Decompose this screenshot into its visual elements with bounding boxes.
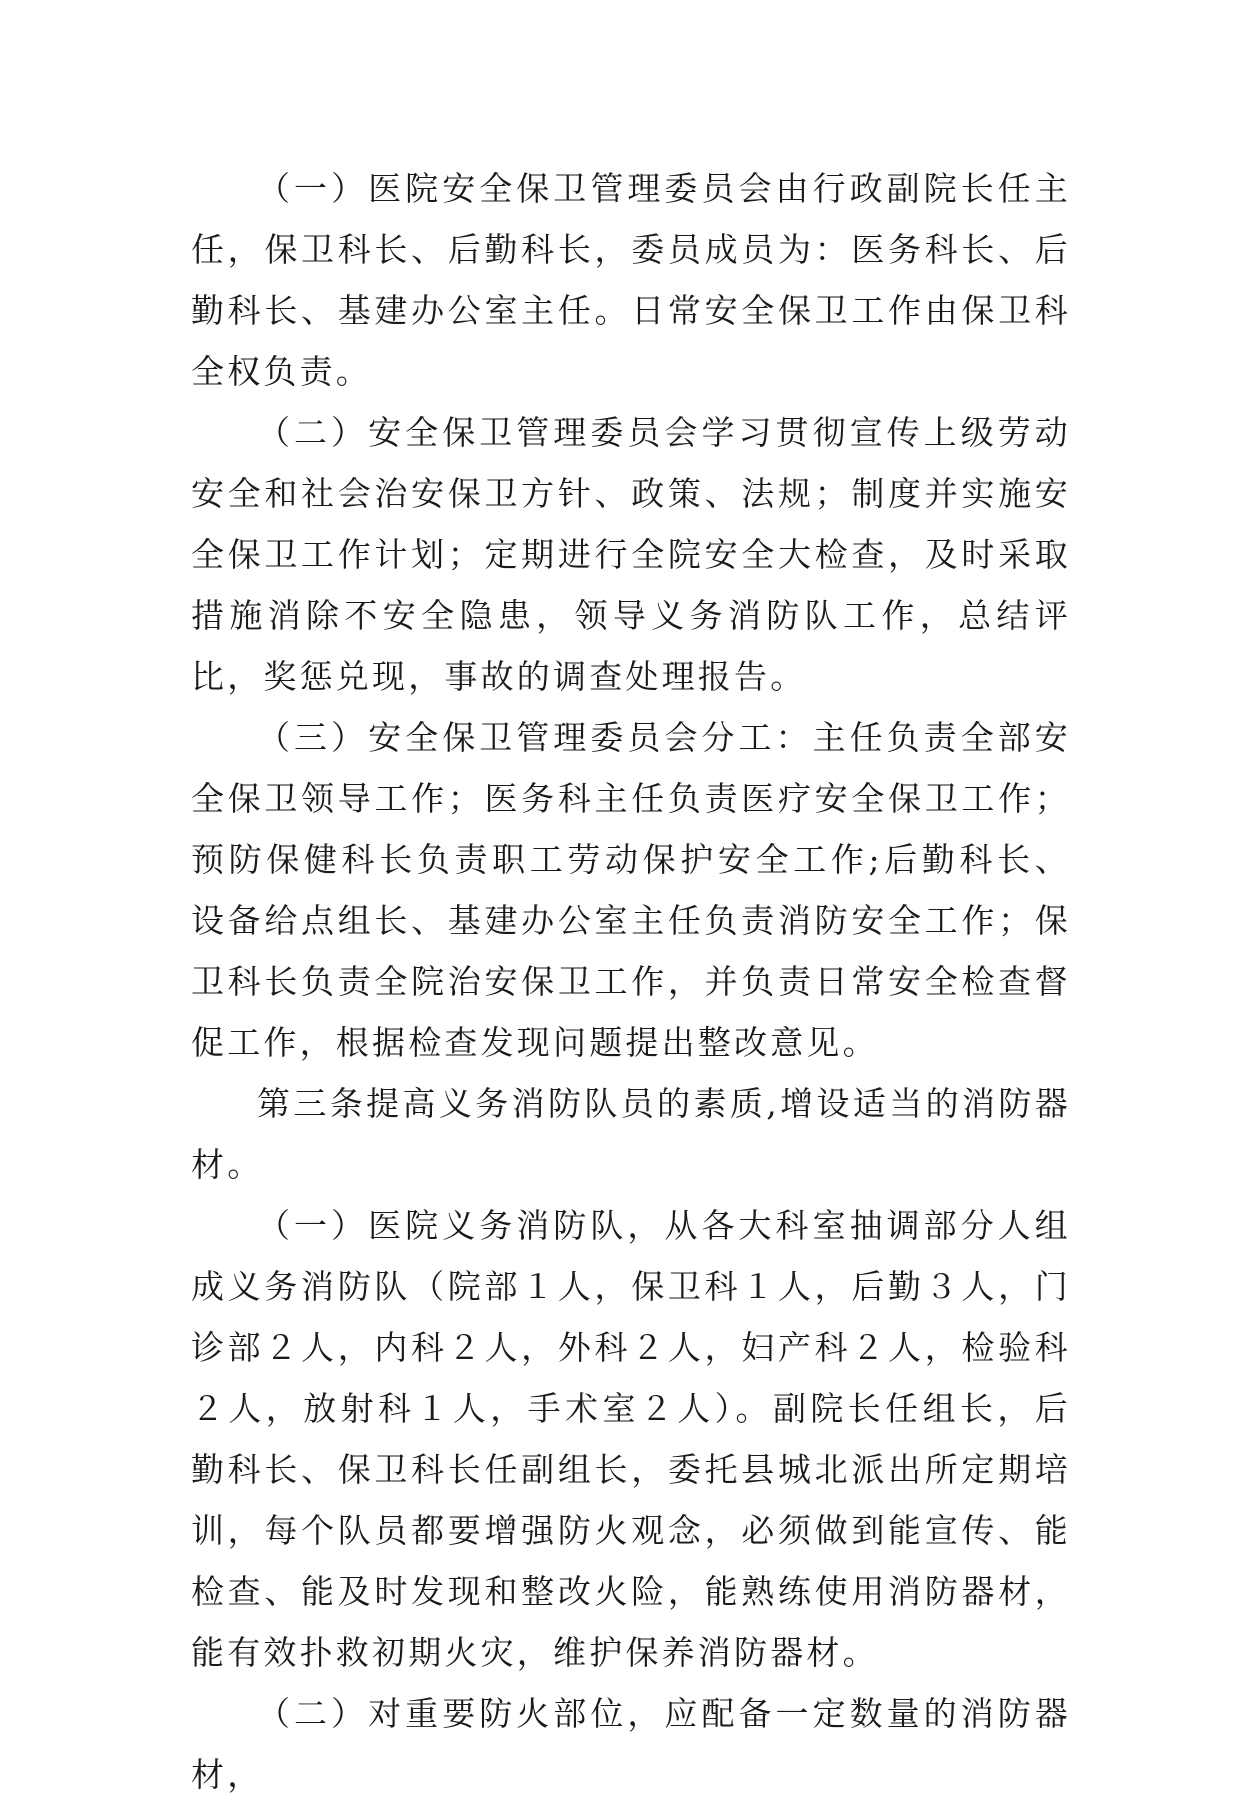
paragraph-5: （一）医院义务消防队，从各大科室抽调部分人组成义务消防队（院部１人，保卫科１人，后勤３人，门诊部２人，内科２人，外科２人，妇产科２人，检验科２人，放射科１人，手术室２人）。副院长任组长，后勤科长、保卫科长任副组长，委托县城北派出所定期培训，每个队员都要增强防火观念，必须做到能宣传、能检查、能及时发现和整改火险，能熟练使用消防器材，能有效扑救初期火灾，维护保养消防器材。 [191,1206,1071,1672]
paragraph-6: （二）对重要防火部位，应配备一定数量的消防器材， [191,1694,1071,1794]
paragraph-4: 第三条提高义务消防队员的素质,增设适当的消防器材。 [191,1084,1071,1184]
paragraph-3: （三）安全保卫管理委员会分工：主任负责全部安全保卫领导工作；医务科主任负责医疗安全保卫工作；预防保健科长负责职工劳动保护安全工作;后勤科长、设备给点组长、基建办公室主任负责消防安全工作；保卫科长负责全院治安保卫工作，并负责日常安全检查督促工作，根据检查发现问题提出整改意见。 [191,718,1071,1062]
paragraph-1: （一）医院安全保卫管理委员会由行政副院长任主任，保卫科长、后勤科长，委员成员为：医务科长、后勤科长、基建办公室主任。日常安全保卫工作由保卫科全权负责。 [191,169,1071,391]
paragraph-2: （二）安全保卫管理委员会学习贯彻宣传上级劳动安全和社会治安保卫方针、政策、法规；制度并实施安全保卫工作计划；定期进行全院安全大检查，及时采取措施消除不安全隐患，领导义务消防队工作，总结评比，奖惩兑现，事故的调查处理报告。 [191,413,1071,696]
document-body [191,158,1071,1805]
